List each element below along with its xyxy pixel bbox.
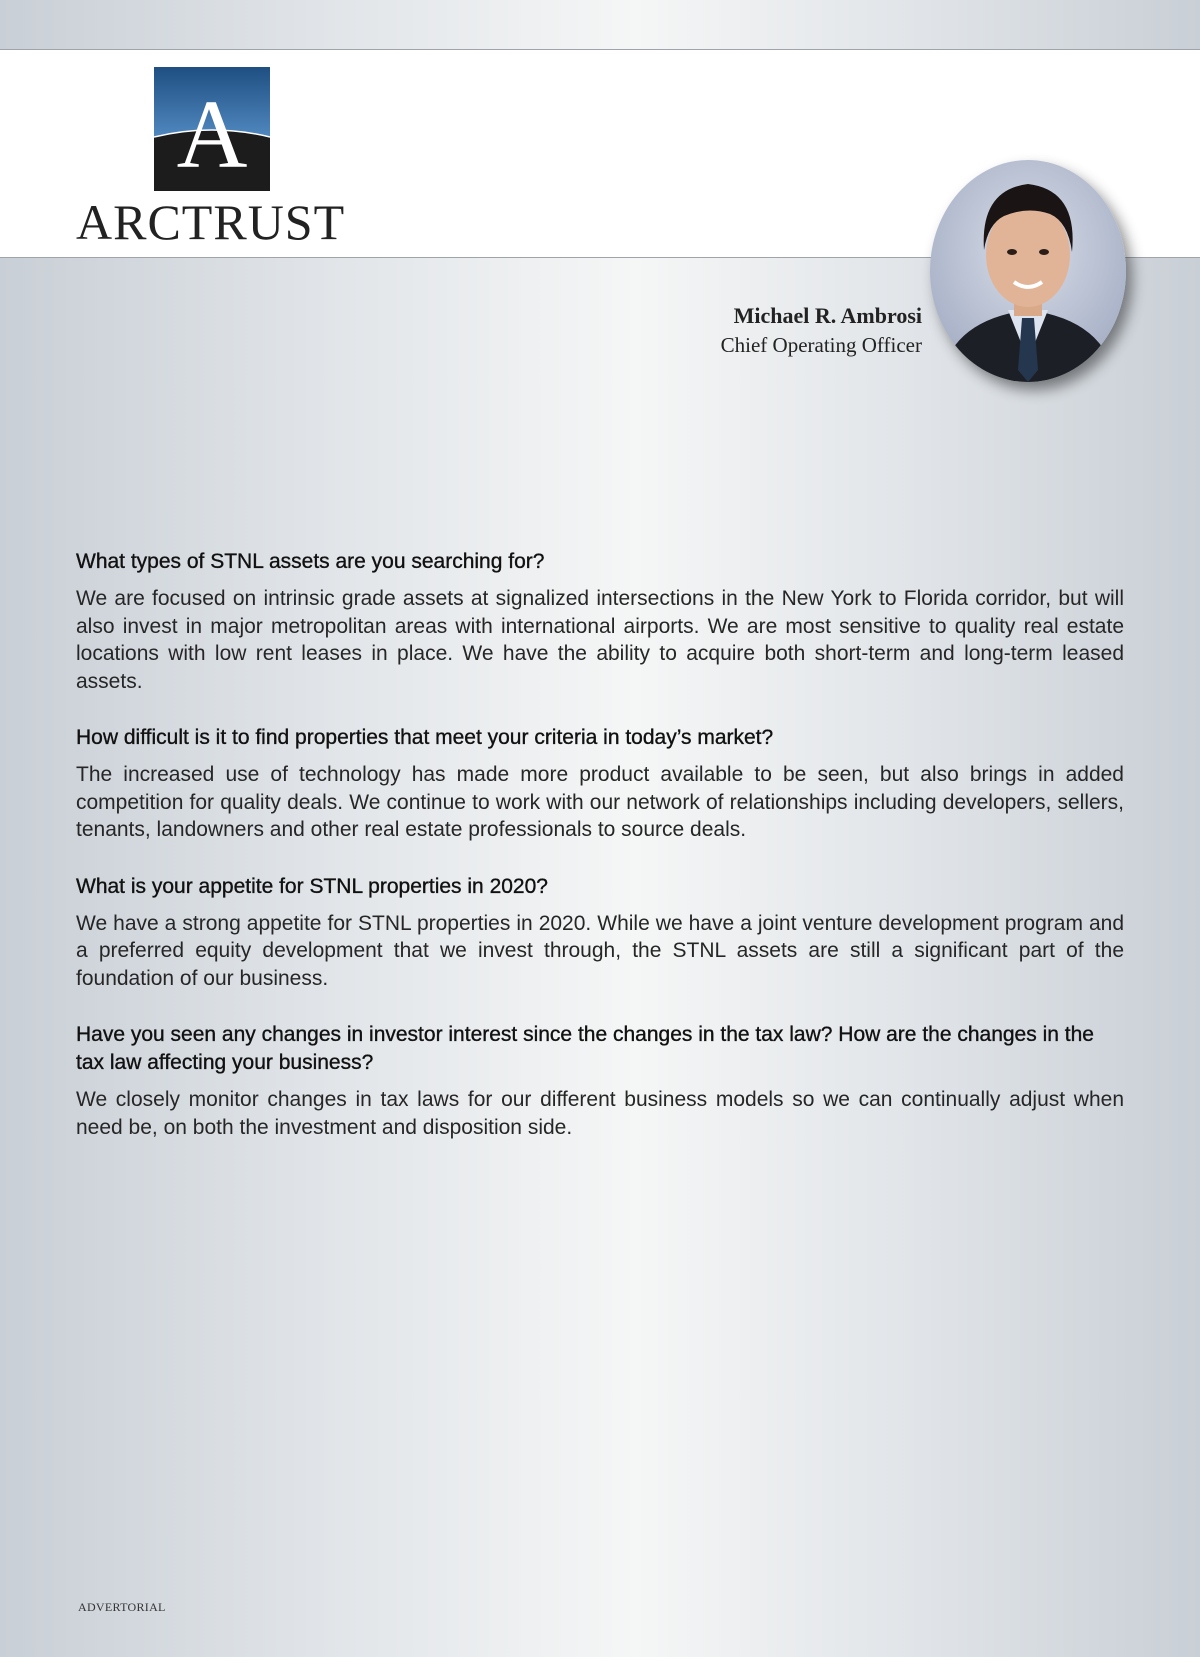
logo-letter: A: [176, 81, 248, 189]
qa-item: [76, 873, 1124, 993]
question-heading: Have you seen any changes in investor interest since the changes in the tax law? How are the changes in the tax law affecting your business?: [76, 1023, 1094, 1074]
executive-title: Chief Operating Officer: [720, 333, 922, 357]
arctrust-wordmark: ARCTRUST: [76, 194, 346, 250]
executive-name: Michael R. Ambrosi: [733, 303, 922, 328]
qa-item: [76, 724, 1124, 844]
advertorial-label: ADVERTORIAL: [78, 1600, 166, 1614]
question-heading: How difficult is it to find properties that meet your criteria in today’s market?: [76, 726, 774, 749]
qa-item: [76, 1021, 1124, 1141]
question-heading: What is your appetite for STNL properties in 2020?: [76, 874, 548, 898]
question-heading: What types of STNL assets are you searching for?: [76, 550, 545, 573]
qa-item: [76, 548, 1124, 695]
arctrust-logo-mark: [154, 67, 270, 191]
answer-paragraph: We have a strong appetite for STNL properties in 2020. While we have a joint venture development program and a preferred equity development that we invest through, the STNL assets are still a significant part of the foundation of our business.: [76, 911, 1124, 990]
interview-content: [76, 548, 1124, 1170]
answer-paragraph: We closely monitor changes in tax laws for our different business models so we can continually adjust when need be, on both the investment and disposition side.: [76, 1088, 1124, 1139]
answer-paragraph: We are focused on intrinsic grade assets at signalized intersections in the New York to Florida corridor, but will also invest in major metropolitan areas with international airports. We are most sensitive to quality real estate locations with low rent leases in place. We have the ability to acquire both short-term and long-term leased assets.: [76, 587, 1124, 693]
answer-paragraph: The increased use of technology has made more product available to be seen, but also brings in added competition for quality deals. We continue to work with our network of relationships including developers, sellers, tenants, landowners and other real estate professionals to source deals.: [76, 763, 1124, 841]
executive-portrait: [930, 160, 1126, 382]
